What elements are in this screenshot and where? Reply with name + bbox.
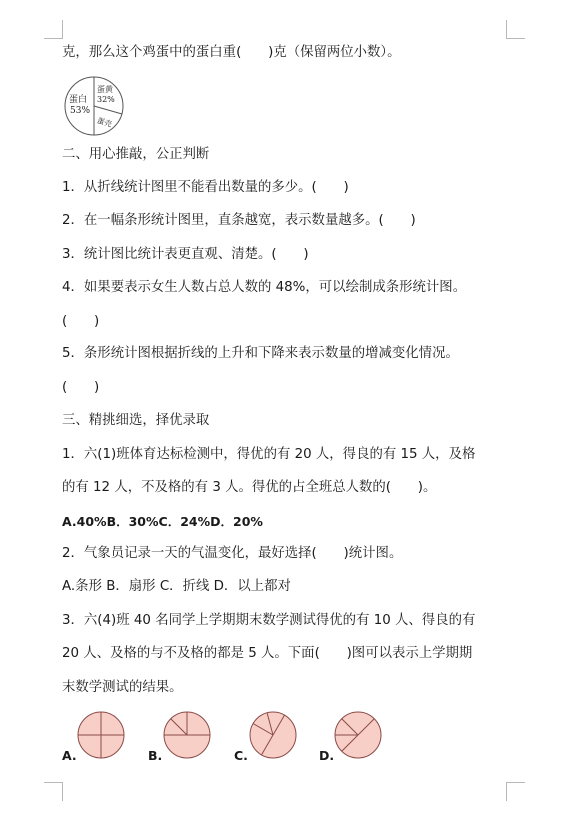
choice-q3-line3: 末数学测试的结果。 <box>62 680 183 695</box>
choice-q2-options: A.条形 B．扇形 C．折线 D．以上都对 <box>62 579 291 594</box>
egg-white-percent: 53% <box>70 106 91 116</box>
option-pie-c <box>248 710 298 760</box>
option-pie-d <box>333 710 383 760</box>
option-label-a: A. <box>62 748 77 763</box>
crop-mark-top-right <box>506 20 525 39</box>
egg-yolk-label: 蛋黄 <box>97 85 113 94</box>
section-three-heading: 三、精挑细选，择优录取 <box>62 413 210 428</box>
choice-q3-line2: 20 人、及格的与不及格的都是 5 人。下面( )图可以表示上学期期 <box>62 646 473 661</box>
judge-item-1: 1．从折线统计图里不能看出数量的多少。( ) <box>62 180 349 195</box>
judge-item-5-blank: ( ) <box>62 380 100 395</box>
judge-item-3: 3．统计图比统计表更直观、清楚。( ) <box>62 247 309 262</box>
egg-yolk-percent: 32% <box>97 95 115 104</box>
option-pie-b <box>162 710 212 760</box>
choice-q1-line2: 的有 12 人，不及格的有 3 人。得优的占全班总人数的( )。 <box>62 480 437 495</box>
egg-question-tail: 克，那么这个鸡蛋中的蛋白重( )克（保留两位小数）。 <box>62 45 401 60</box>
judge-item-2: 2．在一幅条形统计图里，直条越宽，表示数量越多。( ) <box>62 213 416 228</box>
option-label-c: C. <box>234 748 248 763</box>
option-label-b: B. <box>148 748 163 763</box>
option-pie-a <box>76 710 126 760</box>
choice-q3-line1: 3．六(4)班 40 名同学上学期期末数学测试得优的有 10 人、得良的有 <box>62 613 476 628</box>
choice-q2: 2．气象员记录一天的气温变化，最好选择( )统计图。 <box>62 546 403 561</box>
egg-shell-label: 蛋壳 <box>96 115 114 129</box>
judge-item-5: 5．条形统计图根据折线的上升和下降来表示数量的增减变化情况。 <box>62 346 459 361</box>
choice-q1-options: A.40%B．30%C．24%D．20% <box>62 514 263 529</box>
option-label-d: D. <box>319 748 335 763</box>
crop-mark-bottom-right <box>506 782 525 801</box>
egg-composition-pie <box>62 74 126 138</box>
judge-item-4: 4．如果要表示女生人数占总人数的 48%，可以绘制成条形统计图。 <box>62 280 467 295</box>
section-two-heading: 二、用心推敲，公正判断 <box>62 147 210 162</box>
egg-white-label: 蛋白 <box>69 95 88 105</box>
crop-mark-top-left <box>44 20 63 39</box>
choice-q1-line1: 1．六(1)班体育达标检测中，得优的有 20 人，得良的有 15 人，及格 <box>62 447 476 462</box>
crop-mark-bottom-left <box>44 782 63 801</box>
judge-item-4-blank: ( ) <box>62 314 100 329</box>
